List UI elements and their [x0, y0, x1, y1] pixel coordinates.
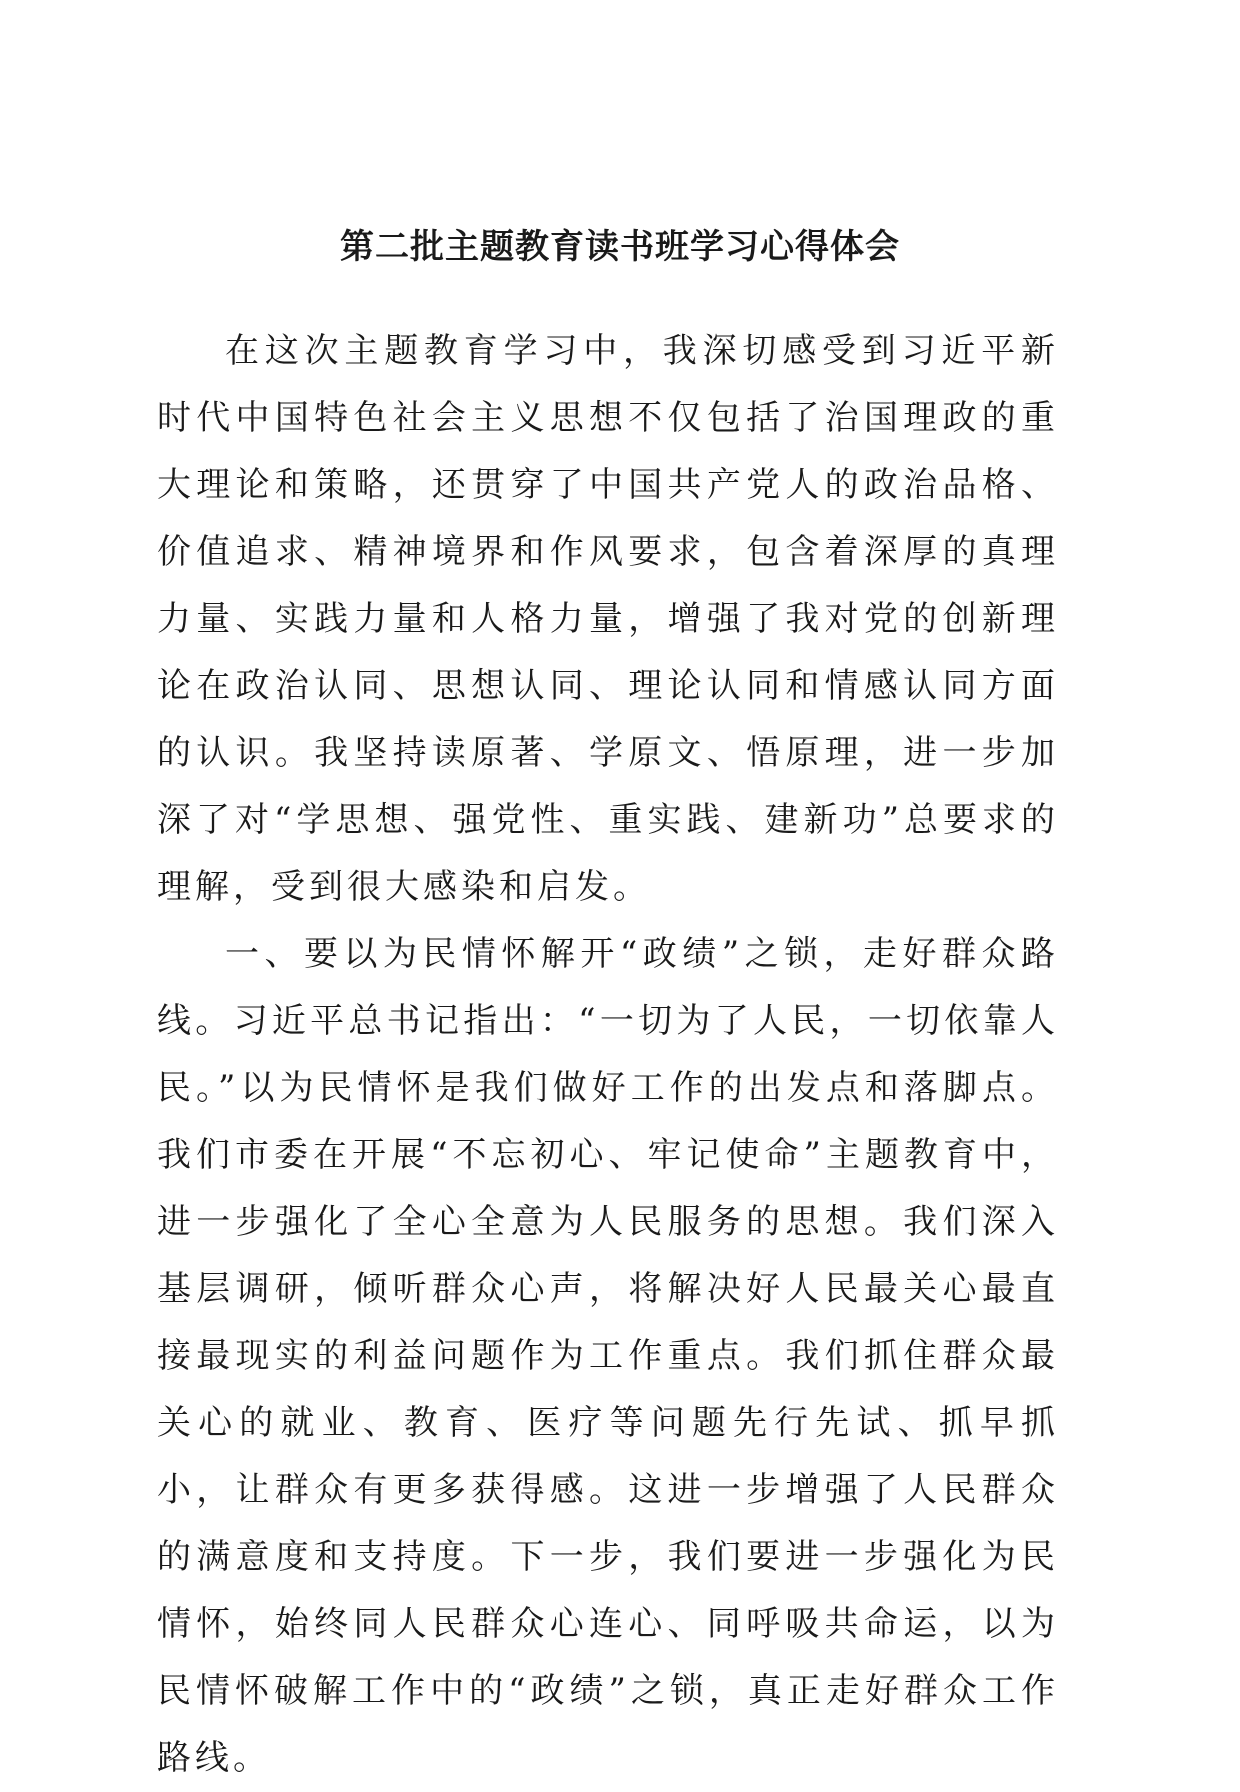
document-body [157, 318, 1059, 1792]
document-title: 第二批主题教育读书班学习心得体会 [340, 227, 900, 267]
intro-paragraph: 在这次主题教育学习中，我深切感受到习近平新时代中国特色社会主义思想不仅包括了治国理政的重大理论和策略，还贯穿了中国共产党人的政治品格、价值追求、精神境界和作风要求，包含着深厚的真理力量、实践力量和人格力量，增强了我对党的创新理论在政治认同、思想认同、理论认同和情感认同方面的认识。我坚持读原著、学原文、悟原理，进一步加深了对“学思想、强党性、重实践、建新功”总要求的理解，受到很大感染和启发。 [157, 331, 1059, 907]
section-one-paragraph: 一、要以为民情怀解开“政绩”之锁，走好群众路线。习近平总书记指出：“一切为了人民，一切依靠人民。”以为民情怀是我们做好工作的出发点和落脚点。我们市委在开展“不忘初心、牢记使命”主题教育中，进一步强化了全心全意为人民服务的思想。我们深入基层调研，倾听群众心声，将解决好人民最关心最直接最现实的利益问题作为工作重点。我们抓住群众最关心的就业、教育、医疗等问题先行先试、抓早抓小，让群众有更多获得感。这进一步增强了人民群众的满意度和支持度。下一步，我们要进一步强化为民情怀，始终同人民群众心连心、同呼吸共命运，以为民情怀破解工作中的“政绩”之锁，真正走好群众工作路线。 [157, 934, 1059, 1778]
